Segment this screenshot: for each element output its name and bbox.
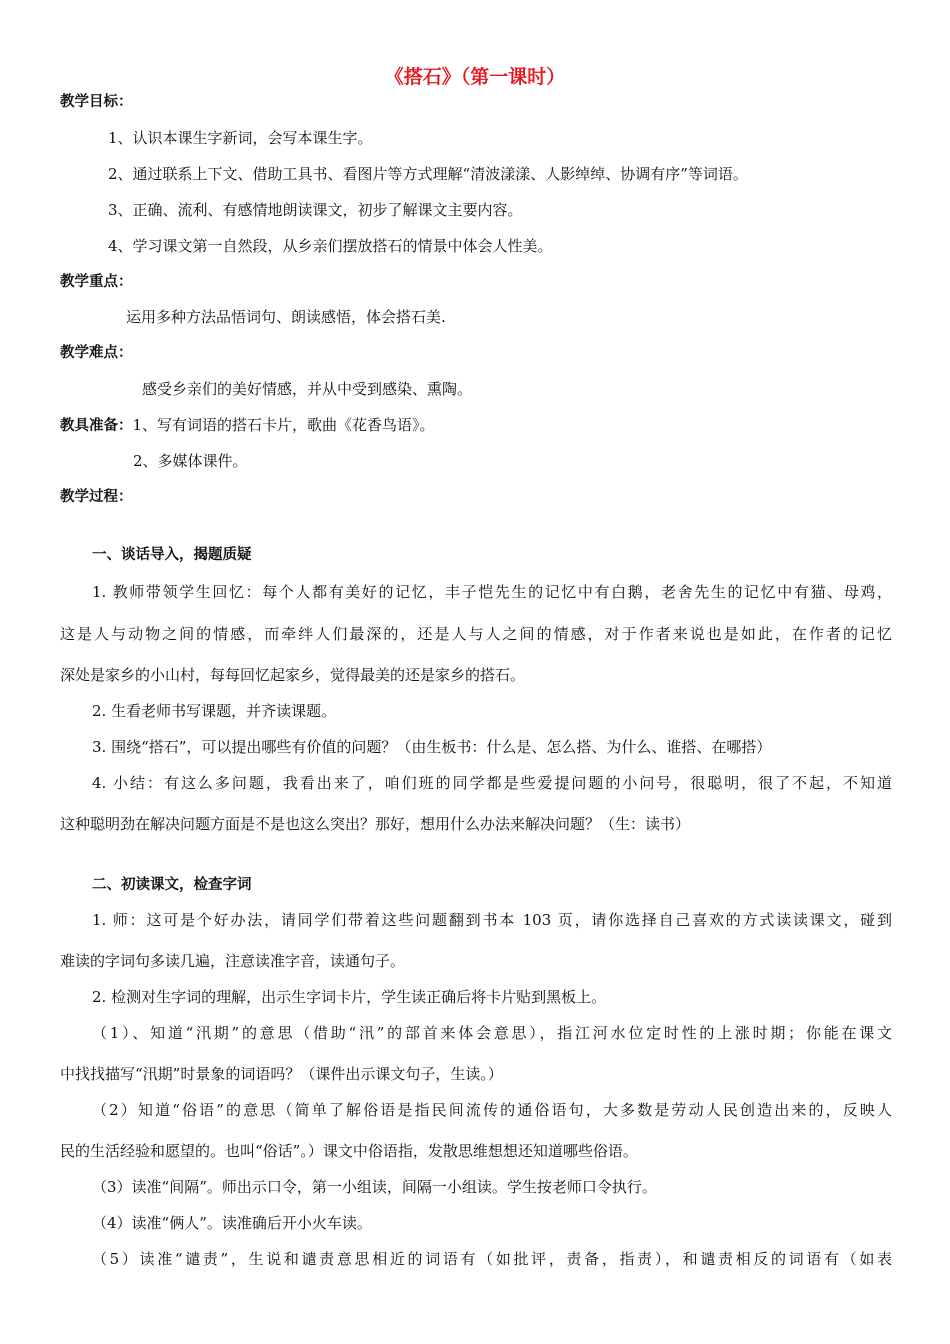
difficulty-heading: 教学难点： <box>60 345 133 361</box>
section2-line-10: （5）读准“谴责”，生说和谴责意思相近的词语有（如批评，责备，指责），和谴责相反的词语有（如表 <box>92 1250 892 1268</box>
section2-line-1: 1. 师：这可是个好办法，请同学们带着这些问题翻到书本 103 页，请你选择自己喜欢的方式读读课文，碰到 <box>92 911 892 929</box>
section2-line-6: （2）知道“俗语”的意思（简单了解俗语是指民间流传的通俗语句，大多数是劳动人民创造出来的，反映人 <box>92 1101 892 1119</box>
section1-line-7: 这种聪明劲在解决问题方面是不是也这么突出？那好，想用什么办法来解决问题？（生：读书） <box>60 815 691 833</box>
key-point-text: 运用多种方法品悟词句、朗读感悟，体会搭石美. <box>126 308 446 326</box>
section2-line-3: 2. 检测对生字词的理解，出示生字词卡片，学生读正确后将卡片贴到黑板上。 <box>92 988 607 1006</box>
document-title: 《搭石》（第一课时） <box>384 66 566 88</box>
section2-line-2: 难读的字词句多读几遍，注意读准字音，读通句子。 <box>60 952 406 970</box>
key-point-heading: 教学重点： <box>60 274 133 290</box>
difficulty-text: 感受乡亲们的美好情感，并从中受到感染、熏陶。 <box>142 380 473 398</box>
section1-line-2: 这是人与动物之间的情感，而牵绊人们最深的，还是人与人之间的情感，对于作者来说也是如此，在作者的记忆 <box>60 625 892 643</box>
section2-line-4: （1）、知道“汛期”的意思（借助“汛”的部首来体会意思），指江河水位定时性的上涨时期；你能在课文 <box>92 1024 892 1042</box>
goal-item-2: 2、通过联系上下文、借助工具书、看图片等方式理解“清波漾漾、人影绰绰、协调有序”等词语。 <box>108 165 748 183</box>
goal-item-1: 1、认识本课生字新词，会写本课生字。 <box>108 129 373 147</box>
preparation-item-2: 2、多媒体课件。 <box>133 452 248 470</box>
section1-line-6: 4. 小结：有这么多问题，我看出来了，咱们班的同学都是些爱提问题的小问号，很聪明，很了不起，不知道 <box>92 774 892 792</box>
preparation-item-1: 1、写有词语的搭石卡片，歌曲《花香鸟语》。 <box>132 416 435 434</box>
preparation-heading: 教具准备： <box>60 418 133 434</box>
process-heading: 教学过程： <box>60 489 133 505</box>
preparation-line <box>60 415 435 436</box>
section1-line-5: 3. 围绕“搭石”，可以提出哪些有价值的问题？（由生板书：什么是、怎么搭、为什么、谁搭、在哪搭） <box>92 738 772 756</box>
section1-line-4: 2. 生看老师书写课题，并齐读课题。 <box>92 702 337 720</box>
section1-heading: 一、谈话导入，揭题质疑 <box>92 547 252 563</box>
section2-line-5: 中找找描写“汛期”时景象的词语吗？（课件出示课文句子，生读。） <box>60 1065 503 1083</box>
section2-line-7: 民的生活经验和愿望的。也叫“俗话”。）课文中俗语指，发散思维想想还知道哪些俗语。 <box>60 1142 638 1160</box>
section1-line-3: 深处是家乡的小山村，每每回忆起家乡，觉得最美的还是家乡的搭石。 <box>60 666 526 684</box>
goals-heading: 教学目标： <box>60 94 133 110</box>
section1-line-1: 1. 教师带领学生回忆：每个人都有美好的记忆，丰子恺先生的记忆中有白鹅，老舍先生的记忆中有猫、母鸡， <box>92 583 892 601</box>
section2-heading: 二、初读课文，检查字词 <box>92 877 252 893</box>
section2-line-9: （4）读准“俩人”。读准确后开小火车读。 <box>92 1214 372 1232</box>
section2-line-8: （3）读准“间隔”。师出示口令，第一小组读，间隔一小组读。学生按老师口令执行。 <box>92 1178 657 1196</box>
goal-item-4: 4、学习课文第一自然段，从乡亲们摆放搭石的情景中体会人性美。 <box>108 237 553 255</box>
goal-item-3: 3、正确、流利、有感情地朗读课文，初步了解课文主要内容。 <box>108 201 523 219</box>
